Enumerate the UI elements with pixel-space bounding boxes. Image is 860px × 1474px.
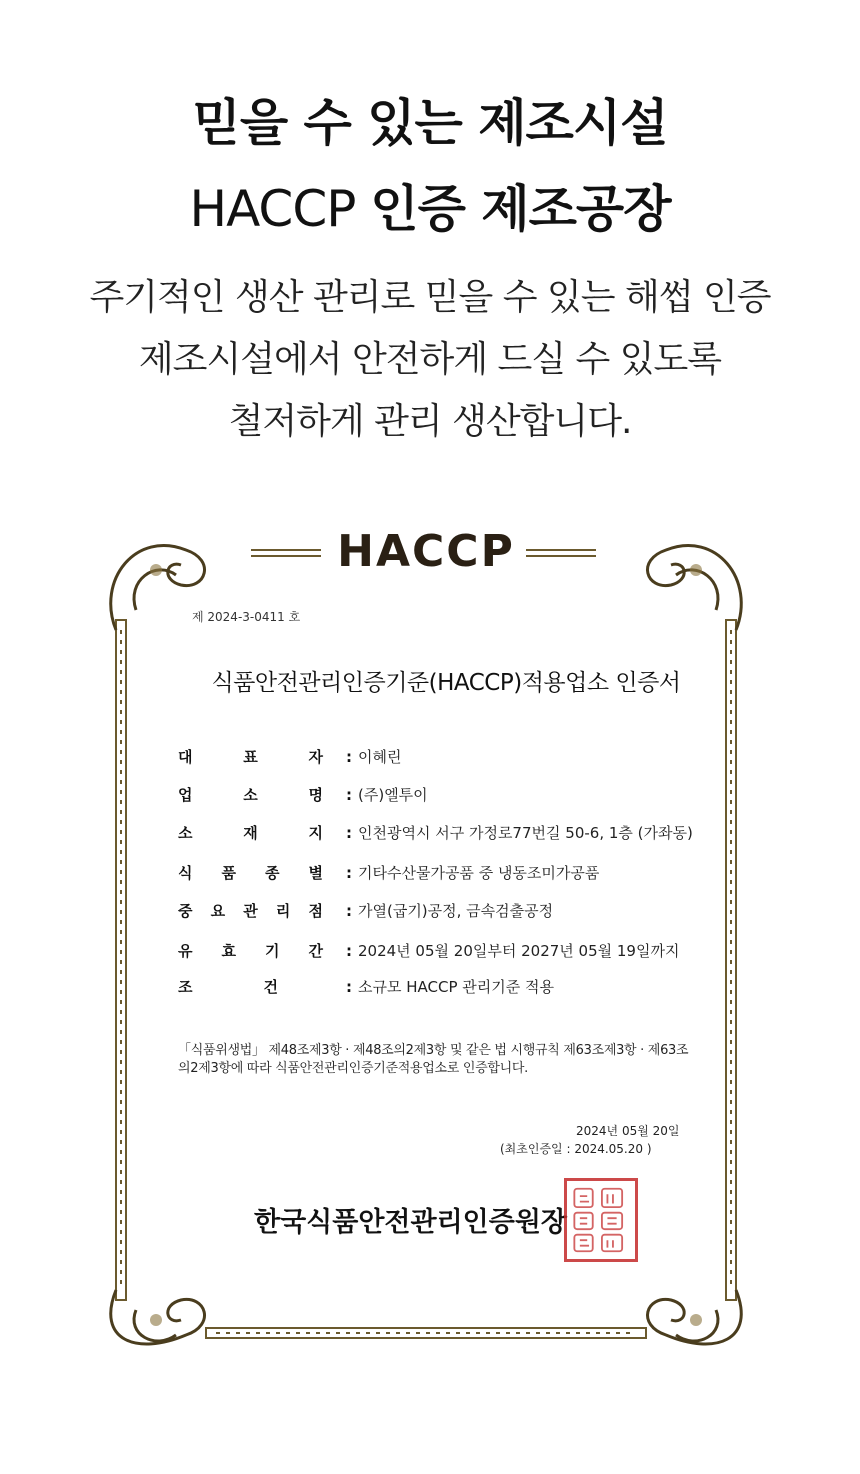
hero-subtitle-line3: 철저하게 관리 생산합니다. (228, 401, 632, 442)
haccp-logo: HACCP (337, 526, 515, 577)
info-label: 조 건 (178, 978, 278, 996)
certificate-title: 식품안전관리인증기준(HACCP)적용업소 인증서 (211, 670, 681, 696)
info-label: 업 소 명 (178, 786, 323, 804)
info-row-ccp: 중 요 관 리 점 : 가열(굽기)공정, 금속검출공정 (178, 902, 554, 920)
info-label: 대 표 자 (178, 748, 323, 766)
hero-subtitle-line2: 제조시설에서 안전하게 드실 수 있도록 (138, 339, 722, 380)
info-row-food-type: 식 품 종 별 : 기타수산물가공품 중 냉동조미가공품 (178, 864, 600, 882)
haccp-certificate-image (96, 520, 756, 1356)
info-value: 이혜린 (358, 748, 402, 766)
hero-title-line1: 믿을 수 있는 제조시설 (192, 94, 668, 152)
hero-title-prefix: HACCP (189, 180, 371, 238)
info-row-representative: 대 표 자 : 이혜린 (178, 748, 402, 766)
official-seal-stamp (564, 1178, 638, 1262)
hero-subtitle-line1: 주기적인 생산 관리로 믿을 수 있는 해썹 인증 (89, 277, 771, 318)
info-value: 인천광역시 서구 가정로77번길 50-6, 1층 (가좌동) (358, 824, 693, 842)
info-value: 가열(굽기)공정, 금속검출공정 (358, 902, 554, 920)
info-label: 중 요 관 리 점 (178, 902, 323, 920)
info-label: 유 효 기 간 (178, 942, 323, 960)
info-row-address: 소 재 지 : 인천광역시 서구 가정로77번길 50-6, 1층 (가좌동) (178, 824, 693, 842)
hero-title-bold: 인증 제조공장 (370, 180, 671, 238)
info-value: 기타수산물가공품 중 냉동조미가공품 (358, 864, 600, 882)
hero-title-line2 (0, 168, 860, 250)
legal-text: 「식품위생법」 제48조제3항 · 제48조의2제3항 및 같은 법 시행규칙 제63조제3항 · 제63조의2제3항에 따라 식품안전관리인증기준적용업소로 인증합니다. (178, 1043, 689, 1076)
info-label: 식 품 종 별 (178, 864, 323, 882)
info-value: 소규모 HACCP 관리기준 적용 (358, 978, 554, 996)
info-row-business-name: 업 소 명 : (주)엘투이 (178, 786, 428, 804)
certificate-number: 제 2024-3-0411 호 (192, 610, 301, 624)
first-certification-date: (최초인증일 : 2024.05.20 ) (500, 1142, 652, 1156)
info-value: (주)엘투이 (358, 786, 428, 804)
info-value: 2024년 05월 20일부터 2027년 05월 19일까지 (358, 942, 680, 960)
issuer-name: 한국식품안전관리인증원장 (254, 1207, 567, 1238)
issue-date: 2024년 05월 20일 (576, 1124, 680, 1138)
info-row-validity: 유 효 기 간 : 2024년 05월 20일부터 2027년 05월 19일까지 (178, 942, 680, 960)
info-label: 소 재 지 (178, 824, 323, 842)
info-row-condition: 조 건 : 소규모 HACCP 관리기준 적용 (178, 978, 554, 996)
